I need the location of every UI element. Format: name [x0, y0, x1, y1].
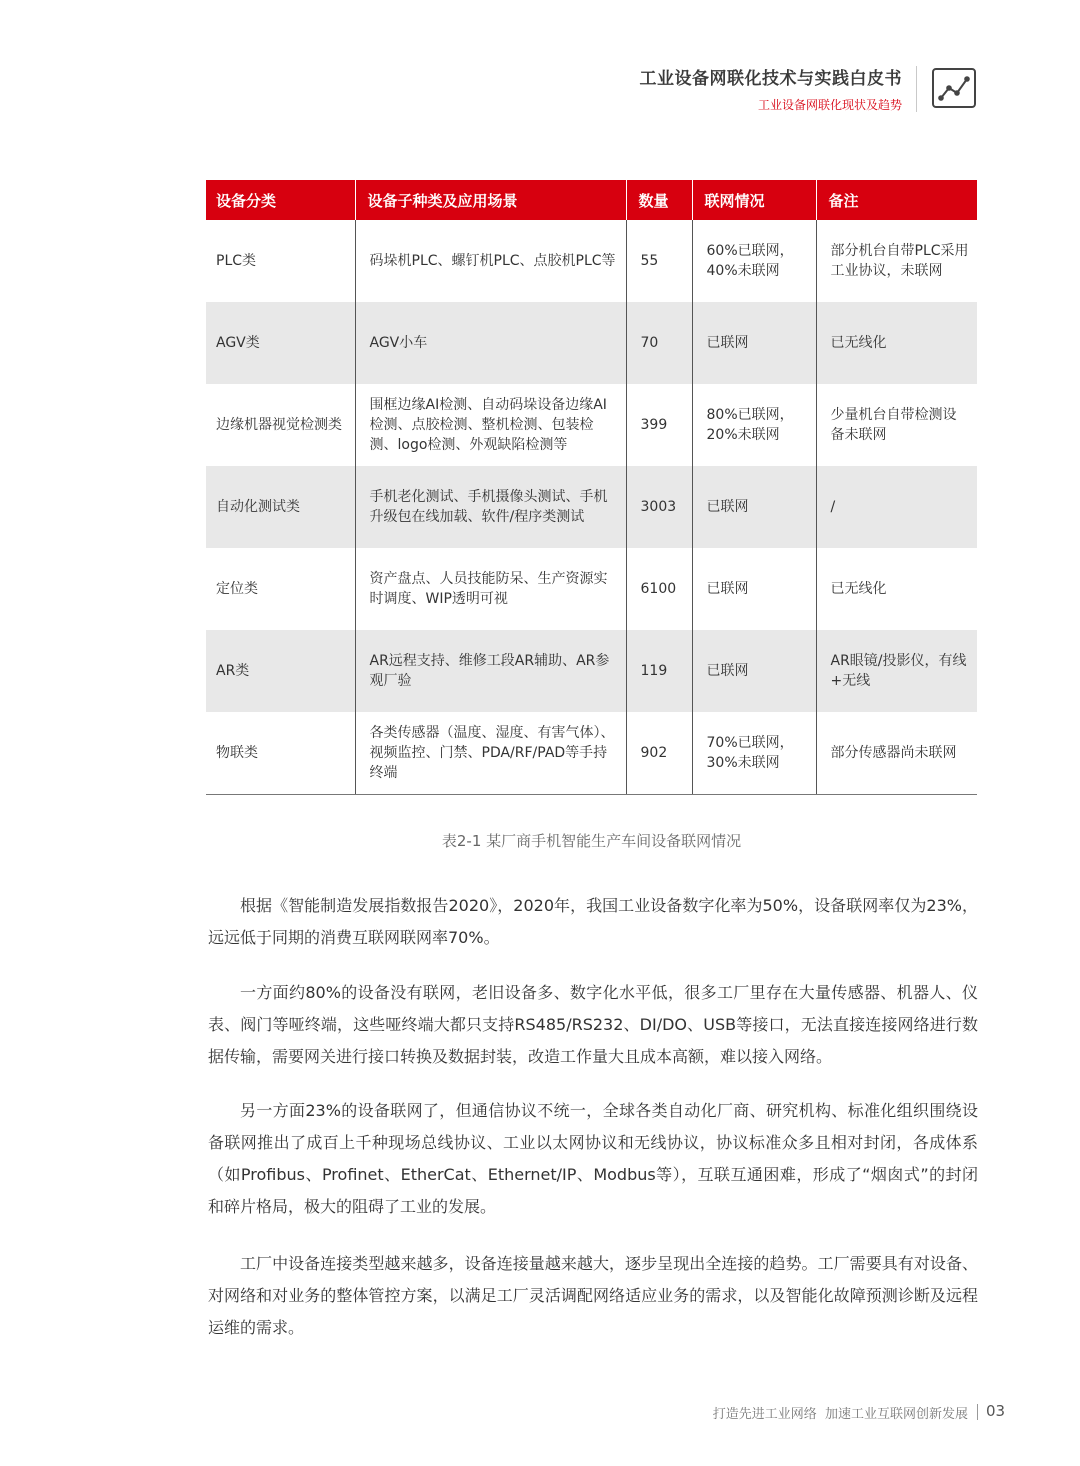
- cell-scenario: AR远程支持、维修工段AR辅助、AR参观厂验: [355, 630, 626, 712]
- cell-note: AR眼镜/投影仪，有线+无线: [816, 630, 977, 712]
- column-header-note: 备注: [816, 180, 977, 220]
- cell-count: 902: [626, 712, 692, 795]
- table-caption: 表2-1 某厂商手机智能生产车间设备联网情况: [441, 832, 742, 850]
- cell-count: 6100: [626, 548, 692, 630]
- cell-count: 119: [626, 630, 692, 712]
- cell-category: 物联类: [206, 712, 355, 795]
- cell-status: 已联网: [692, 302, 816, 384]
- table-row: [206, 302, 977, 384]
- cell-category: 定位类: [216, 581, 258, 597]
- column-header-category: 设备分类: [206, 180, 355, 220]
- body-paragraph: 另一方面23%的设备联网了，但通信协议不统一，全球各类自动化厂商、研究机构、标准化组织围绕设备联网推出了成百上千种现场总线协议、工业以太网协议和无线协议，协议标准众多且相对封闭，各成体系（如Profibus、Profinet、EtherCat、Ethernet/IP、Modbus等），互联互通困难，形成了“烟囱式”的封闭和碎片格局，极大的阻碍了工业的发展。: [208, 1101, 978, 1216]
- cell-count: 399: [626, 384, 692, 466]
- table-row: [206, 712, 977, 795]
- page-number: 03: [986, 1402, 1006, 1420]
- table-row: [206, 630, 977, 712]
- cell-category: 边缘机器视觉检测类: [216, 417, 342, 433]
- line-chart-icon: [932, 68, 976, 108]
- cell-note: 部分传感器尚未联网: [816, 712, 977, 795]
- header-subtitle: 工业设备网联化现状及趋势: [757, 98, 902, 112]
- footer-slogan: 打造先进工业网络 加速工业互联网创新发展: [712, 1407, 968, 1422]
- cell-status: 已联网: [692, 466, 816, 548]
- cell-note: 已无线化: [816, 548, 977, 630]
- table-row: [206, 466, 977, 548]
- cell-status: 80%已联网，20%未联网: [692, 384, 816, 466]
- table-row: [206, 220, 977, 302]
- footer-divider: [977, 1404, 978, 1420]
- cell-category: AGV类: [206, 302, 355, 384]
- cell-status: 70%已联网，30%未联网: [692, 712, 816, 795]
- cell-status: 已联网: [692, 548, 816, 630]
- cell-scenario: 码垛机PLC、螺钉机PLC、点胶机PLC等: [355, 220, 626, 302]
- cell-note: /: [816, 466, 977, 548]
- cell-count: 3003: [626, 466, 692, 548]
- header-divider: [916, 66, 917, 112]
- cell-scenario: 围框边缘AI检测、自动码垛设备边缘AI检测、点胶检测、整机检测、包装检测、logo检测、外观缺陷检测等: [355, 384, 626, 466]
- table-row: [206, 384, 977, 466]
- cell-status: 60%已联网，40%未联网: [692, 220, 816, 302]
- body-paragraph: 根据《智能制造发展指数报告2020》，2020年，我国工业设备数字化率为50%，设备联网率仅为23%，远远低于同期的消费互联网联网率70%。: [208, 896, 978, 947]
- cell-scenario: AGV小车: [355, 302, 626, 384]
- cell-scenario: 各类传感器（温度、湿度、有害气体）、视频监控、门禁、PDA/RF/PAD等手持终端: [355, 712, 626, 795]
- body-paragraph: 工厂中设备连接类型越来越多，设备连接量越来越大，逐步呈现出全连接的趋势。工厂需要具有对设备、对网络和对业务的整体管控方案，以满足工厂灵活调配网络适应业务的需求，以及智能化故障预测诊断及远程运维的需求。: [208, 1254, 978, 1337]
- table-header-row: [206, 180, 977, 220]
- cell-scenario: 资产盘点、人员技能防呆、生产资源实时调度、WIP透明可视: [355, 548, 626, 630]
- header-title: 工业设备网联化技术与实践白皮书: [639, 69, 902, 89]
- cell-category: 自动化测试类: [206, 466, 355, 548]
- device-networking-table: [206, 180, 977, 795]
- body-paragraph: 一方面约80%的设备没有联网，老旧设备多、数字化水平低，很多工厂里存在大量传感器、机器人、仪表、阀门等哑终端，这些哑终端大都只支持RS485/RS232、DI/DO、USB等接口，无法直接连接网络进行数据传输，需要网关进行接口转换及数据封装，改造工作量大且成本高额，难以接入网络。: [208, 983, 978, 1066]
- cell-category: PLC类: [216, 253, 257, 269]
- cell-count: 70: [626, 302, 692, 384]
- column-header-scenario: 设备子种类及应用场景: [355, 180, 626, 220]
- table-row: [206, 548, 977, 630]
- cell-category: AR类: [206, 630, 355, 712]
- cell-note: 部分机台自带PLC采用工业协议，未联网: [816, 220, 977, 302]
- column-header-status: 联网情况: [692, 180, 816, 220]
- cell-count: 55: [626, 220, 692, 302]
- cell-status: 已联网: [692, 630, 816, 712]
- cell-note: 少量机台自带检测设备未联网: [816, 384, 977, 466]
- cell-note: 已无线化: [816, 302, 977, 384]
- cell-scenario: 手机老化测试、手机摄像头测试、手机升级包在线加载、软件/程序类测试: [355, 466, 626, 548]
- column-header-count: 数量: [626, 180, 692, 220]
